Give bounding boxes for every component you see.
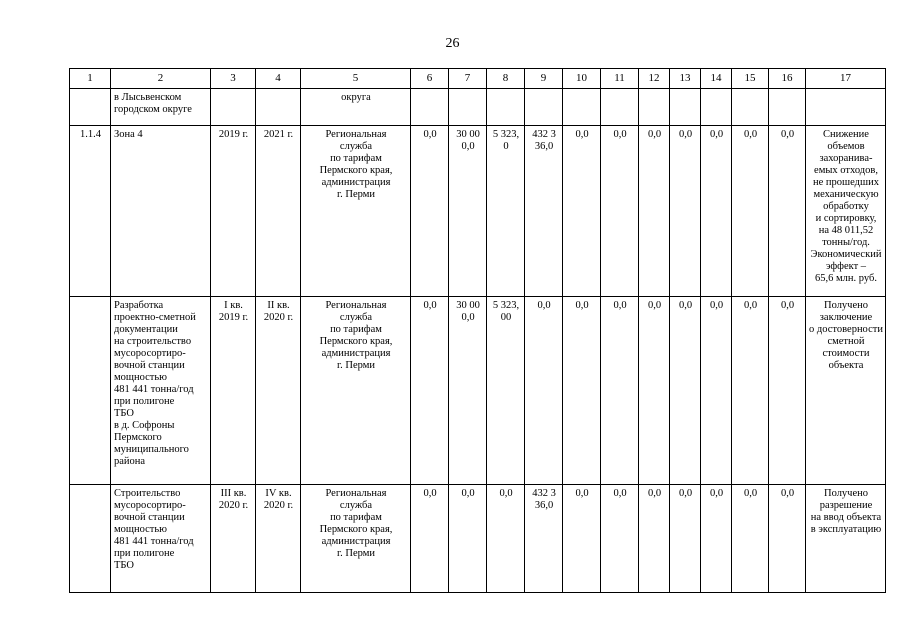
cell-line: 5 323, (492, 129, 520, 140)
cell-c14 (701, 297, 732, 485)
cell-line: 0,0 (678, 488, 693, 499)
cell-line: 0,0 (461, 312, 475, 323)
cell-line: Региональная (325, 300, 387, 311)
table-row (70, 126, 886, 297)
cell-line: 0,0 (743, 488, 758, 499)
header-row (70, 69, 886, 89)
cell-line: муниципального (114, 444, 189, 455)
cell-line: 0,0 (461, 488, 475, 499)
cell-c14 (701, 485, 732, 593)
cell-end (256, 126, 301, 297)
cell-c15 (732, 89, 769, 126)
cell-line: Экономический (810, 249, 882, 260)
cell-line: емых отходов, (814, 165, 878, 176)
cell-c16 (769, 126, 806, 297)
cell-c12 (639, 297, 670, 485)
header-cell: 15 (732, 69, 769, 89)
cell-line: Зона 4 (114, 129, 143, 140)
header-cell: 17 (806, 69, 886, 89)
cell-line: на строительство (114, 336, 192, 347)
cell-c11 (601, 297, 639, 485)
cell-line: 0,0 (709, 488, 724, 499)
header-cell: 13 (670, 69, 701, 89)
header-cell: 7 (449, 69, 487, 89)
cell-c16 (769, 485, 806, 593)
cell-line: мощностью (114, 372, 167, 383)
cell-line: 0,0 (537, 300, 551, 311)
cell-line: Пермского (114, 432, 162, 443)
cell-line: II кв. (267, 300, 290, 311)
cell-line: 0,0 (613, 300, 627, 311)
cell-line: обработку (823, 201, 869, 212)
cell-c15 (732, 297, 769, 485)
cell-line: III кв. (220, 488, 247, 499)
cell-line: по тарифам (330, 512, 382, 523)
cell-c6 (411, 126, 449, 297)
cell-result (806, 126, 886, 297)
cell-line: на ввод объекта (810, 512, 882, 523)
cell-line: округа (341, 92, 371, 103)
cell-c7 (449, 89, 487, 126)
cell-line: 0,0 (780, 300, 795, 311)
cell-result (806, 89, 886, 126)
cell-c13 (670, 297, 701, 485)
cell-result (806, 297, 886, 485)
cell-result (806, 485, 886, 593)
cell-line: 432 3 (532, 129, 556, 140)
cell-num: 1.1.4 (70, 126, 111, 297)
cell-line: в эксплуатацию (810, 524, 882, 535)
cell-c12 (639, 126, 670, 297)
cell-line: не прошедших (813, 177, 879, 188)
cell-line: 0,0 (575, 300, 589, 311)
cell-c8 (487, 485, 525, 593)
table-row (70, 89, 886, 126)
cell-start (211, 89, 256, 126)
header-cell: 12 (639, 69, 670, 89)
cell-line: о достоверности (809, 324, 883, 335)
cell-name (111, 485, 211, 593)
cell-c14 (701, 126, 732, 297)
cell-c9 (525, 126, 563, 297)
cell-line: служба (339, 312, 373, 323)
cell-c9 (525, 297, 563, 485)
cell-line: Региональная (325, 488, 387, 499)
cell-line: 0,0 (780, 488, 795, 499)
cell-line: ТБО (114, 408, 134, 419)
cell-line: 0,0 (647, 129, 662, 140)
cell-num (70, 297, 111, 485)
cell-line: сметной (827, 336, 865, 347)
cell-line: 0,0 (575, 129, 589, 140)
cell-line: служба (339, 141, 373, 152)
header-cell: 3 (211, 69, 256, 89)
cell-line: при полигоне (114, 548, 175, 559)
header-cell: 5 (301, 69, 411, 89)
cell-line: администрация (321, 536, 391, 547)
cell-line: 2020 г. (263, 500, 294, 511)
table-row (70, 297, 886, 485)
cell-c16 (769, 297, 806, 485)
cell-line: 2021 г. (263, 129, 294, 140)
cell-line: городском округе (114, 104, 192, 115)
cell-line: мусоросортиро- (114, 348, 186, 359)
cell-line: района (114, 456, 146, 467)
header-cell: 9 (525, 69, 563, 89)
cell-line: 65,6 млн. руб. (815, 273, 877, 284)
cell-c9 (525, 89, 563, 126)
cell-line: стоимости (822, 348, 870, 359)
cell-line: вочной станции (114, 360, 185, 371)
cell-line: и сортировку, (815, 213, 877, 224)
cell-line: по тарифам (330, 153, 382, 164)
header-cell: 14 (701, 69, 732, 89)
cell-line: механическую (813, 189, 879, 200)
cell-line: 0,0 (678, 300, 693, 311)
cell-end (256, 89, 301, 126)
cell-line: 30 00 (456, 300, 480, 311)
cell-line: Разработка (114, 300, 164, 311)
cell-line: тонны/год. (822, 237, 870, 248)
header-cell: 11 (601, 69, 639, 89)
cell-line: IV кв. (265, 488, 292, 499)
cell-executor (301, 89, 411, 126)
cell-c8 (487, 297, 525, 485)
cell-line: служба (339, 500, 373, 511)
cell-line: 0,0 (743, 300, 758, 311)
cell-line: разрешение (819, 500, 873, 511)
cell-line: 0,0 (678, 129, 693, 140)
cell-c16 (769, 89, 806, 126)
cell-c13 (670, 485, 701, 593)
cell-c13 (670, 126, 701, 297)
cell-line: 432 3 (532, 488, 556, 499)
cell-c11 (601, 126, 639, 297)
cell-line: Пермского края, (319, 165, 393, 176)
cell-c7 (449, 297, 487, 485)
cell-line: мощностью (114, 524, 167, 535)
cell-line: администрация (321, 348, 391, 359)
cell-line: проектно-сметной (114, 312, 196, 323)
cell-line: администрация (321, 177, 391, 188)
cell-name (111, 297, 211, 485)
cell-line: Получено (824, 300, 868, 311)
cell-c7 (449, 126, 487, 297)
page-number: 26 (445, 36, 460, 51)
cell-c8 (487, 126, 525, 297)
cell-c15 (732, 126, 769, 297)
cell-c6 (411, 297, 449, 485)
cell-line: мусоросортиро- (114, 500, 186, 511)
cell-num (70, 89, 111, 126)
cell-line: 481 441 тонна/год (114, 384, 194, 395)
cell-line: г. Перми (337, 548, 375, 559)
cell-c10 (563, 297, 601, 485)
header-cell: 4 (256, 69, 301, 89)
cell-c15 (732, 485, 769, 593)
cell-line: 0,0 (743, 129, 758, 140)
cell-line: 0,0 (613, 488, 627, 499)
cell-line: 0,0 (423, 488, 437, 499)
cell-line: 0 (503, 141, 509, 152)
cell-line: 0,0 (647, 300, 662, 311)
cell-start (211, 126, 256, 297)
cell-line: 36,0 (534, 500, 554, 511)
cell-c13 (670, 89, 701, 126)
cell-line: 0,0 (423, 300, 437, 311)
header-cell: 10 (563, 69, 601, 89)
cell-line: Получено (824, 488, 868, 499)
cell-line: 00 (500, 312, 512, 323)
cell-c10 (563, 126, 601, 297)
header-cell: 2 (111, 69, 211, 89)
cell-c7 (449, 485, 487, 593)
cell-line: Пермского края, (319, 524, 393, 535)
cell-line: 2020 г. (218, 500, 249, 511)
cell-line: 0,0 (499, 488, 513, 499)
cell-c8 (487, 89, 525, 126)
cell-line: заключение (819, 312, 873, 323)
cell-line: 2020 г. (263, 312, 294, 323)
cell-line: Снижение (823, 129, 869, 140)
cell-line: по тарифам (330, 324, 382, 335)
cell-line: 0,0 (709, 300, 724, 311)
cell-c6 (411, 89, 449, 126)
cell-c14 (701, 89, 732, 126)
cell-executor (301, 485, 411, 593)
cell-c12 (639, 485, 670, 593)
cell-line: 0,0 (647, 488, 662, 499)
cell-line: 0,0 (575, 488, 589, 499)
cell-line: эффект – (825, 261, 867, 272)
header-cell: 16 (769, 69, 806, 89)
cell-line: 0,0 (780, 129, 795, 140)
plan-table (69, 68, 886, 593)
cell-line: ТБО (114, 560, 134, 571)
cell-line: документации (114, 324, 178, 335)
cell-start (211, 485, 256, 593)
cell-line: 0,0 (423, 129, 437, 140)
cell-line: вочной станции (114, 512, 185, 523)
cell-line: объемов (827, 141, 865, 152)
header-cell: 6 (411, 69, 449, 89)
table-row (70, 485, 886, 593)
cell-c11 (601, 485, 639, 593)
cell-line: Региональная (325, 129, 387, 140)
cell-line: г. Перми (337, 189, 375, 200)
cell-c9 (525, 485, 563, 593)
cell-line: 0,0 (709, 129, 724, 140)
cell-line: Строительство (114, 488, 181, 499)
header-cell: 8 (487, 69, 525, 89)
cell-line: объекта (828, 360, 864, 371)
cell-line: захоранива- (819, 153, 873, 164)
cell-line: 0,0 (613, 129, 627, 140)
cell-num (70, 485, 111, 593)
cell-line: в Лысьвенском (114, 92, 182, 103)
cell-line: 2019 г. (218, 312, 249, 323)
cell-line: в д. Софроны (114, 420, 175, 431)
cell-name (111, 89, 211, 126)
cell-start (211, 297, 256, 485)
cell-line: 2019 г. (218, 129, 249, 140)
cell-c10 (563, 485, 601, 593)
cell-line: на 48 011,52 (818, 225, 874, 236)
cell-executor (301, 297, 411, 485)
cell-line: 36,0 (534, 141, 554, 152)
cell-end (256, 297, 301, 485)
cell-c6 (411, 485, 449, 593)
cell-c10 (563, 89, 601, 126)
cell-line: при полигоне (114, 396, 175, 407)
cell-line: 30 00 (456, 129, 480, 140)
cell-line: г. Перми (337, 360, 375, 371)
cell-line: 5 323, (492, 300, 520, 311)
cell-line: I кв. (224, 300, 243, 311)
cell-line: 481 441 тонна/год (114, 536, 194, 547)
header-cell: 1 (70, 69, 111, 89)
cell-line: 0,0 (461, 141, 475, 152)
cell-c11 (601, 89, 639, 126)
cell-name (111, 126, 211, 297)
cell-end (256, 485, 301, 593)
cell-c12 (639, 89, 670, 126)
cell-line: Пермского края, (319, 336, 393, 347)
cell-executor (301, 126, 411, 297)
